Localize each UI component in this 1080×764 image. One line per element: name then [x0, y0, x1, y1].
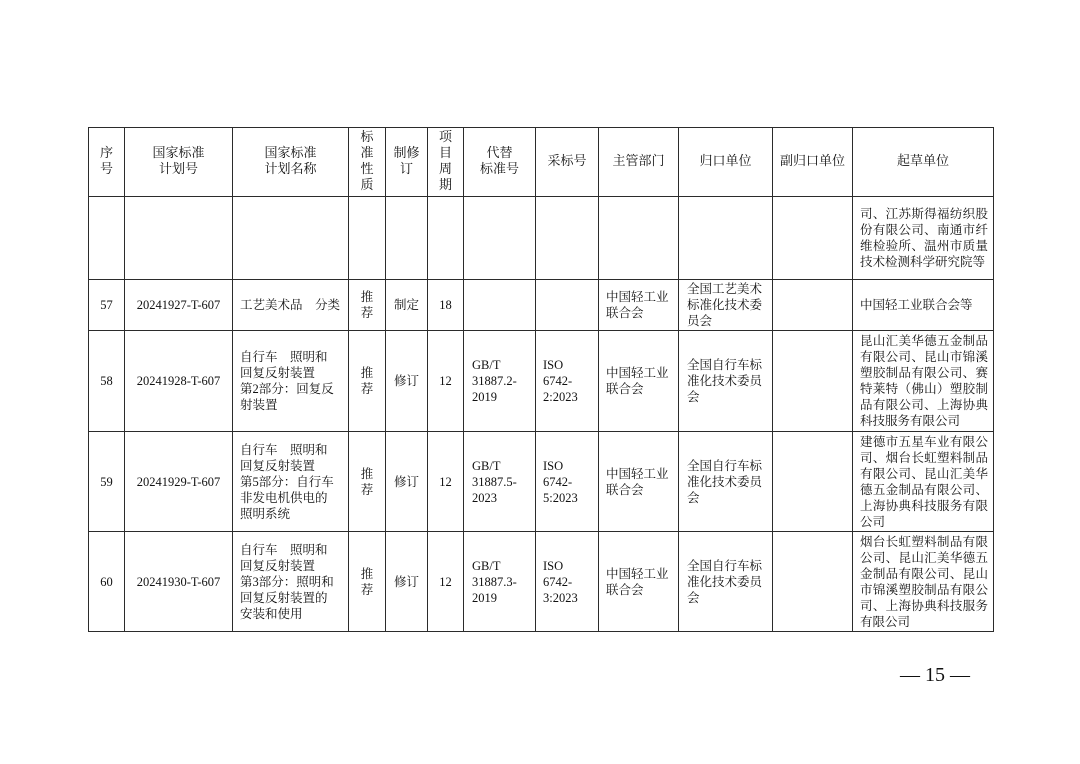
cell-cycle: 18	[428, 280, 464, 331]
header-replaced-standard: 代替 标准号	[464, 128, 536, 197]
cell-replaced-standard: GB/T 31887.5-2023	[464, 432, 536, 532]
cell-cycle: 12	[428, 331, 464, 432]
table-row	[89, 532, 994, 632]
cell-competent-department: 中国轻工业联合会	[599, 532, 679, 632]
cell-technical-committee: 全国自行车标准化技术委员会	[679, 432, 773, 532]
cell-drafting-units: 中国轻工业联合会等	[853, 280, 994, 331]
cell-revision-type: 修订	[386, 532, 428, 632]
cell-nature: 推荐	[349, 331, 386, 432]
cell-seq: 60	[89, 532, 125, 632]
header-seq: 序 号	[89, 128, 125, 197]
cell-cycle: 12	[428, 432, 464, 532]
header-plan-number: 国家标准 计划号	[125, 128, 233, 197]
cell-replaced-standard: GB/T 31887.3-2019	[464, 532, 536, 632]
cell-plan-number	[125, 197, 233, 280]
header-nature: 标 准 性 质	[349, 128, 386, 197]
table-row	[89, 432, 994, 532]
cell-technical-committee: 全国工艺美术标准化技术委员会	[679, 280, 773, 331]
cell-drafting-units: 建德市五星车业有限公司、烟台长虹塑料制品有限公司、昆山汇美华德五金制品有限公司、上海协典科技服务有限公司	[853, 432, 994, 532]
header-cycle: 项 目 周 期	[428, 128, 464, 197]
cell-plan-name: 自行车 照明和回复反射装置 第5部分：自行车非发电机供电的照明系统	[233, 432, 349, 532]
cell-technical-committee: 全国自行车标准化技术委员会	[679, 532, 773, 632]
page-number: — 15 —	[900, 664, 970, 686]
cell-revision-type: 制定	[386, 280, 428, 331]
cell-nature	[349, 197, 386, 280]
header-drafting-units: 起草单位	[853, 128, 994, 197]
table-body	[89, 197, 994, 632]
cell-competent-department: 中国轻工业联合会	[599, 331, 679, 432]
cell-adopted-standard: ISO 6742-5:2023	[536, 432, 599, 532]
standards-plan-table	[88, 127, 994, 632]
cell-revision-type: 修订	[386, 432, 428, 532]
cell-plan-name	[233, 197, 349, 280]
cell-competent-department	[599, 197, 679, 280]
cell-plan-name: 工艺美术品 分类	[233, 280, 349, 331]
cell-sub-technical-committee	[773, 331, 853, 432]
cell-sub-technical-committee	[773, 432, 853, 532]
header-plan-name: 国家标准 计划名称	[233, 128, 349, 197]
table-row	[89, 280, 994, 331]
cell-plan-number: 20241930-T-607	[125, 532, 233, 632]
cell-sub-technical-committee	[773, 197, 853, 280]
cell-nature: 推荐	[349, 532, 386, 632]
cell-seq: 57	[89, 280, 125, 331]
cell-competent-department: 中国轻工业联合会	[599, 280, 679, 331]
table-row-continued	[89, 197, 994, 280]
cell-plan-name: 自行车 照明和回复反射装置 第3部分：照明和回复反射装置的安装和使用	[233, 532, 349, 632]
cell-replaced-standard: GB/T 31887.2-2019	[464, 331, 536, 432]
cell-plan-number: 20241929-T-607	[125, 432, 233, 532]
cell-seq: 59	[89, 432, 125, 532]
header-competent-department: 主管部门	[599, 128, 679, 197]
table-header	[89, 128, 994, 197]
cell-cycle	[428, 197, 464, 280]
cell-seq: 58	[89, 331, 125, 432]
cell-seq	[89, 197, 125, 280]
cell-replaced-standard	[464, 280, 536, 331]
cell-drafting-units: 昆山汇美华德五金制品有限公司、昆山市锦溪塑胶制品有限公司、赛特莱特（佛山）塑胶制品有限公司、上海协典科技服务有限公司	[853, 331, 994, 432]
cell-technical-committee	[679, 197, 773, 280]
cell-plan-name: 自行车 照明和回复反射装置 第2部分：回复反射装置	[233, 331, 349, 432]
cell-sub-technical-committee	[773, 532, 853, 632]
cell-sub-technical-committee	[773, 280, 853, 331]
cell-drafting-units: 烟台长虹塑料制品有限公司、昆山汇美华德五金制品有限公司、昆山市锦溪塑胶制品有限公司、上海协典科技服务有限公司	[853, 532, 994, 632]
cell-plan-number: 20241927-T-607	[125, 280, 233, 331]
cell-adopted-standard: ISO 6742-2:2023	[536, 331, 599, 432]
cell-adopted-standard	[536, 280, 599, 331]
cell-adopted-standard: ISO 6742-3:2023	[536, 532, 599, 632]
cell-technical-committee: 全国自行车标准化技术委员会	[679, 331, 773, 432]
cell-replaced-standard	[464, 197, 536, 280]
header-revision-type: 制修 订	[386, 128, 428, 197]
cell-revision-type	[386, 197, 428, 280]
cell-cycle: 12	[428, 532, 464, 632]
cell-nature: 推荐	[349, 280, 386, 331]
cell-nature: 推荐	[349, 432, 386, 532]
table-row	[89, 331, 994, 432]
cell-drafting-units: 司、江苏斯得福纺织股份有限公司、南通市纤维检验所、温州市质量技术检测科学研究院等	[853, 197, 994, 280]
cell-adopted-standard	[536, 197, 599, 280]
cell-plan-number: 20241928-T-607	[125, 331, 233, 432]
header-technical-committee: 归口单位	[679, 128, 773, 197]
header-sub-technical-committee: 副归口单位	[773, 128, 853, 197]
header-adopted-standard: 采标号	[536, 128, 599, 197]
cell-competent-department: 中国轻工业联合会	[599, 432, 679, 532]
cell-revision-type: 修订	[386, 331, 428, 432]
header-row	[89, 128, 994, 197]
